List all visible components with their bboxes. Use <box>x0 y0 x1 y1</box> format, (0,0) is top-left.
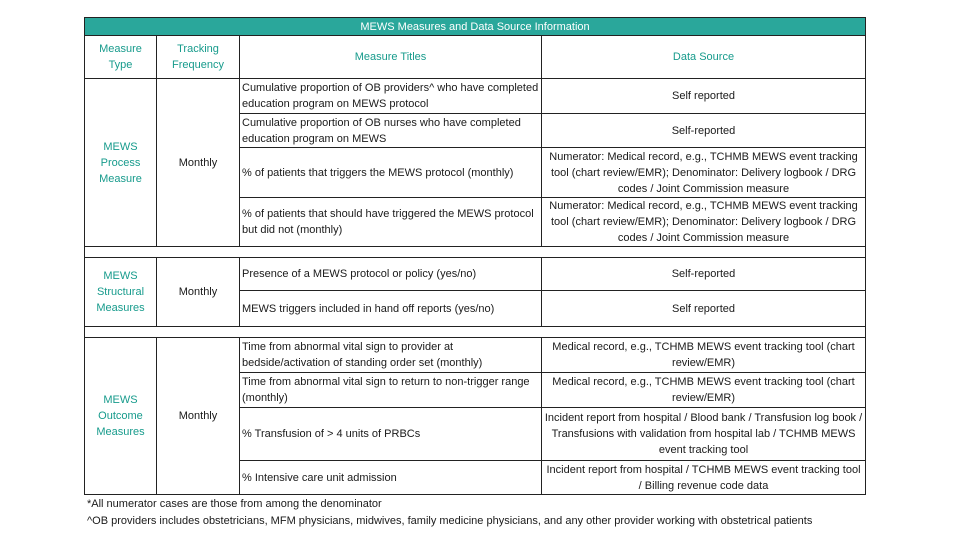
footnote-numerator: *All numerator cases are those from among the denominator <box>87 498 382 510</box>
table-title: MEWS Measures and Data Source Information <box>85 18 866 36</box>
group-spacer <box>85 247 866 258</box>
header-row <box>85 36 866 79</box>
measure-title: Cumulative proportion of OB providers^ who have completed education program on MEWS protocol <box>240 79 542 114</box>
measure-title: Time from abnormal vital sign to provider at bedside/activation of standing order set (monthly) <box>240 338 542 373</box>
measure-title: % of patients that should have triggered the MEWS protocol but did not (monthly) <box>240 198 542 247</box>
header-measure-titles: Measure Titles <box>240 36 542 79</box>
data-source: Medical record, e.g., TCHMB MEWS event tracking tool (chart review/EMR) <box>542 338 866 373</box>
table-title-row <box>85 18 866 36</box>
footnotes <box>87 496 812 530</box>
measure-title: MEWS triggers included in hand off reports (yes/no) <box>240 291 542 327</box>
data-source: Numerator: Medical record, e.g., TCHMB MEWS event tracking tool (chart review/EMR); Denominator: Delivery logbook / DRG codes / Joint Commission measure <box>542 148 866 198</box>
frequency-structural: Monthly <box>157 258 240 327</box>
frequency-process: Monthly <box>157 79 240 247</box>
table-row <box>85 79 866 114</box>
group-spacer <box>85 327 866 338</box>
frequency-outcome: Monthly <box>157 338 240 495</box>
data-source: Self reported <box>542 79 866 114</box>
measure-type-outcome: MEWS Outcome Measures <box>85 338 157 495</box>
data-source: Incident report from hospital / TCHMB MEWS event tracking tool / Billing revenue code data <box>542 461 866 495</box>
header-data-source: Data Source <box>542 36 866 79</box>
mews-table-container <box>84 17 865 495</box>
measure-type-structural: MEWS Structural Measures <box>85 258 157 327</box>
mews-measures-table <box>84 17 866 495</box>
header-tracking-frequency: Tracking Frequency <box>157 36 240 79</box>
measure-type-process: MEWS Process Measure <box>85 79 157 247</box>
data-source: Incident report from hospital / Blood bank / Transfusion log book / Transfusions with validation from hospital lab / TCHMB MEWS event tracking tool <box>542 408 866 461</box>
data-source: Self-reported <box>542 258 866 291</box>
table-row <box>85 338 866 373</box>
data-source: Medical record, e.g., TCHMB MEWS event tracking tool (chart review/EMR) <box>542 373 866 408</box>
footnote-ob-providers: ^OB providers includes obstetricians, MFM physicians, midwives, family medicine physicians, and any other provider working with obstetrical patients <box>87 515 813 527</box>
measure-title: % Intensive care unit admission <box>240 461 542 495</box>
measure-title: Presence of a MEWS protocol or policy (yes/no) <box>240 258 542 291</box>
table-row <box>85 258 866 291</box>
measure-title: % Transfusion of > 4 units of PRBCs <box>240 408 542 461</box>
data-source: Self reported <box>542 291 866 327</box>
data-source: Self-reported <box>542 114 866 148</box>
measure-title: Time from abnormal vital sign to return to non-trigger range (monthly) <box>240 373 542 408</box>
measure-title: Cumulative proportion of OB nurses who have completed education program on MEWS <box>240 114 542 148</box>
header-measure-type: Measure Type <box>85 36 157 79</box>
data-source: Numerator: Medical record, e.g., TCHMB MEWS event tracking tool (chart review/EMR); Denominator: Delivery logbook / DRG codes / Joint Commission measure <box>542 198 866 247</box>
measure-title: % of patients that triggers the MEWS protocol (monthly) <box>240 148 542 198</box>
